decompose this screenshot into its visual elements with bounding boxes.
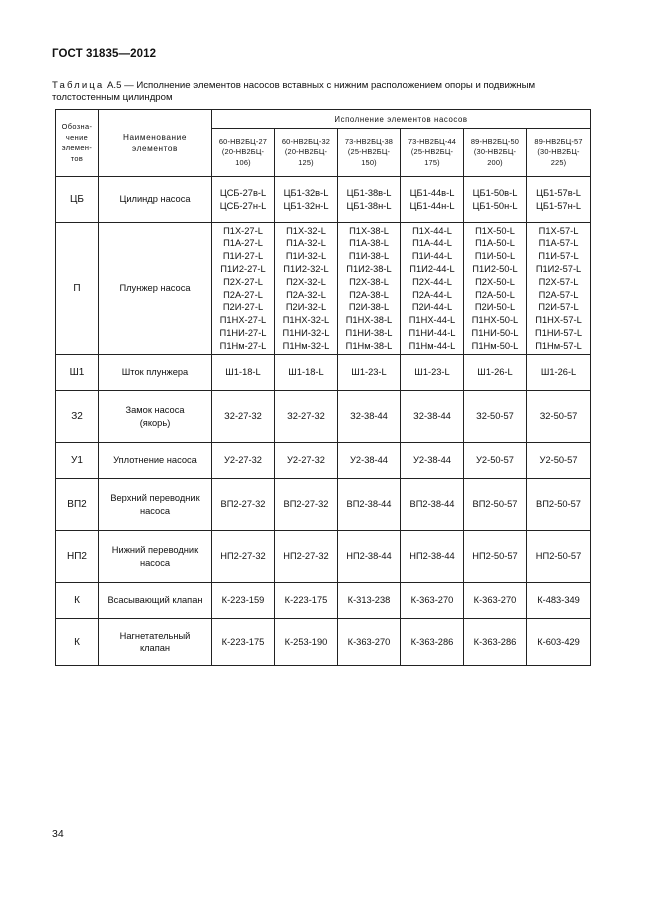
table-head-row [56, 110, 591, 129]
header-variant-text: 60-НВ2БЦ-32 (20-НВ2БЦ- 125) [281, 136, 331, 167]
row-value-2 [275, 479, 338, 531]
table-row [56, 479, 591, 531]
row-value-5 [464, 619, 527, 666]
table-body [56, 177, 591, 666]
row-value-3 [338, 223, 401, 355]
row-value-1 [212, 443, 275, 479]
row-value-3 [338, 583, 401, 619]
row-value-3 [338, 355, 401, 391]
row-value-2 [275, 223, 338, 355]
page-number: 34 [52, 828, 64, 840]
header-variant-5 [464, 129, 527, 177]
row-value-text: К-313-238 [347, 595, 391, 606]
row-value-6 [527, 355, 591, 391]
row-value-text: З2-38-44 [350, 411, 388, 422]
row-code: У1 [56, 443, 99, 479]
row-name [99, 223, 212, 355]
header-variant-text: 73-НВ2БЦ-38 (25-НВ2БЦ- 150) [344, 136, 394, 167]
row-value-text: П1Х-44-L П1А-44-L П1И-44-L П1И2-44-L П2Х-44-L П2А-44-L П2И-44-L П1НХ-44-L П1НИ-44-L П1Нм-44-L [408, 225, 456, 351]
row-code: З2 [56, 391, 99, 443]
row-value-3 [338, 443, 401, 479]
row-value-6 [527, 223, 591, 355]
table-row [56, 355, 591, 391]
row-value-4 [401, 223, 464, 355]
header-variant-text: 73-НВ2БЦ-44 (25-НВ2БЦ- 175) [407, 136, 457, 167]
row-value-6 [527, 619, 591, 666]
table-row [56, 223, 591, 355]
row-value-text: У2-50-57 [476, 455, 514, 466]
row-value-text: У2-38-44 [350, 455, 388, 466]
row-value-text: НП2-27-32 [220, 551, 266, 562]
row-value-text: ЦБ1-44в-L ЦБ1-44н-L [409, 187, 455, 211]
row-value-2 [275, 583, 338, 619]
row-name-text: Цилиндр насоса [119, 194, 191, 205]
row-value-3 [338, 391, 401, 443]
row-value-1 [212, 479, 275, 531]
header-code-text: Обозна- чение элемен- тов [61, 122, 93, 163]
row-value-2 [275, 177, 338, 223]
row-value-text: ЦБ1-32в-L ЦБ1-32н-L [283, 187, 329, 211]
header-variant-4 [401, 129, 464, 177]
header-variant-2 [275, 129, 338, 177]
table-row [56, 583, 591, 619]
row-value-text: НП2-38-44 [409, 551, 455, 562]
document-header: ГОСТ 31835—2012 [52, 48, 157, 60]
row-value-text: К-253-190 [284, 636, 328, 647]
row-name [99, 531, 212, 583]
table-head [56, 110, 591, 177]
row-value-text: НП2-50-57 [535, 551, 582, 562]
row-value-1 [212, 177, 275, 223]
row-value-4 [401, 479, 464, 531]
row-value-5 [464, 223, 527, 355]
row-value-3 [338, 177, 401, 223]
row-name-text: Шток плунжера [121, 367, 189, 378]
row-value-4 [401, 177, 464, 223]
pump-elements-table [55, 109, 591, 666]
row-value-text: ВП2-38-44 [409, 499, 455, 510]
row-value-3 [338, 479, 401, 531]
row-value-text: Ш1-23-L [414, 367, 450, 378]
row-value-text: К-363-270 [473, 595, 517, 606]
row-value-2 [275, 355, 338, 391]
row-value-text: Ш1-26-L [540, 367, 577, 378]
row-value-text: Ш1-18-L [225, 367, 261, 378]
row-value-text: К-363-270 [347, 636, 391, 647]
row-value-3 [338, 619, 401, 666]
row-value-5 [464, 479, 527, 531]
header-variant-text: 89-НВ2БЦ-57 (30-НВ2БЦ- 225) [534, 136, 583, 167]
row-value-1 [212, 531, 275, 583]
row-value-6 [527, 391, 591, 443]
row-value-5 [464, 177, 527, 223]
table-caption-label: Таблица [52, 80, 105, 91]
row-value-text: К-223-159 [221, 595, 265, 606]
table-caption-number: А.5 [107, 80, 122, 91]
header-variant-1 [212, 129, 275, 177]
table-row [56, 177, 591, 223]
row-value-5 [464, 443, 527, 479]
row-value-text: НП2-50-57 [472, 551, 518, 562]
header-variant-6 [527, 129, 591, 177]
row-value-text: ЦБ1-57в-L ЦБ1-57н-L [536, 187, 582, 211]
table-row [56, 619, 591, 666]
row-name-text: Уплотнение насоса [113, 455, 197, 466]
row-value-text: У2-38-44 [413, 455, 451, 466]
row-value-text: У2-50-57 [539, 455, 578, 466]
row-value-5 [464, 531, 527, 583]
row-code: НП2 [56, 531, 99, 583]
header-variant-text: 60-НВ2БЦ-27 (20-НВ2БЦ- 106) [218, 136, 268, 167]
row-value-text: К-223-175 [284, 595, 328, 606]
row-value-text: ВП2-50-57 [536, 499, 581, 510]
row-value-text: З2-27-32 [287, 411, 325, 422]
row-value-text: К-363-286 [473, 636, 517, 647]
row-value-text: З2-50-57 [539, 411, 578, 422]
row-value-4 [401, 531, 464, 583]
row-name-text: Нагнетательный клапан [119, 630, 191, 653]
row-value-text: НП2-38-44 [346, 551, 392, 562]
header-name-text: Наименование элементов [123, 133, 187, 153]
row-value-text: У2-27-32 [224, 455, 262, 466]
table-row [56, 443, 591, 479]
row-value-text: П1Х-57-L П1А-57-L П1И-57-L П1И2-57-L П2Х-57-L П2А-57-L П2И-57-L П1НХ-57-L П1НИ-57-L П1Нм-57-L [535, 225, 582, 351]
row-name [99, 479, 212, 531]
row-value-text: П1Х-32-L П1А-32-L П1И-32-L П1И2-32-L П2Х-32-L П2А-32-L П2И-32-L П1НХ-32-L П1НИ-32-L П1Нм-32-L [282, 225, 330, 351]
row-value-1 [212, 619, 275, 666]
row-name [99, 583, 212, 619]
row-value-text: Ш1-18-L [288, 367, 324, 378]
row-name-text: Верхний переводник насоса [110, 493, 200, 516]
table-row [56, 391, 591, 443]
row-code: К [56, 583, 99, 619]
row-value-5 [464, 583, 527, 619]
row-value-text: З2-27-32 [224, 411, 262, 422]
row-code: ЦБ [56, 177, 99, 223]
header-variant-3 [338, 129, 401, 177]
row-value-text: К-603-429 [537, 636, 580, 647]
row-value-text: ЦСБ-27в-L ЦСБ-27н-L [219, 187, 267, 211]
row-value-text: ВП2-27-32 [283, 499, 329, 510]
row-value-text: Ш1-26-L [477, 367, 513, 378]
row-name [99, 355, 212, 391]
row-value-4 [401, 391, 464, 443]
row-value-2 [275, 443, 338, 479]
row-value-text: К-223-175 [221, 636, 265, 647]
row-value-text: З2-50-57 [476, 411, 514, 422]
row-value-text: П1Х-27-L П1А-27-L П1И-27-L П1И2-27-L П2Х-27-L П2А-27-L П2И-27-L П1НХ-27-L П1НИ-27-L П1Нм-27-L [219, 225, 267, 351]
header-group: Исполнение элементов насосов [212, 110, 591, 129]
row-value-4 [401, 583, 464, 619]
row-value-4 [401, 443, 464, 479]
row-name-text: Нижний переводник насоса [111, 545, 199, 568]
row-value-text: К-363-286 [410, 636, 454, 647]
row-name-text: Замок насоса (якорь) [125, 405, 185, 428]
row-name-text: Всасывающий клапан [107, 595, 203, 606]
header-code [56, 110, 99, 177]
row-value-text: ЦБ1-50в-L ЦБ1-50н-L [472, 187, 518, 211]
row-value-3 [338, 531, 401, 583]
row-value-text: НП2-27-32 [283, 551, 329, 562]
row-value-text: К-483-349 [537, 595, 580, 606]
table-caption: Таблица А.5 — Исполнение элементов насосов вставных с нижним расположением опоры и подвижным толстостенным цилиндром [52, 80, 536, 103]
row-value-text: ВП2-50-57 [472, 499, 518, 510]
row-value-6 [527, 479, 591, 531]
header-name [99, 110, 212, 177]
row-code: К [56, 619, 99, 666]
row-value-6 [527, 531, 591, 583]
row-value-6 [527, 177, 591, 223]
row-value-1 [212, 223, 275, 355]
row-value-2 [275, 619, 338, 666]
row-name-text: Плунжер насоса [119, 283, 191, 294]
row-value-2 [275, 531, 338, 583]
row-value-6 [527, 583, 591, 619]
row-value-text: З2-38-44 [413, 411, 451, 422]
row-value-6 [527, 443, 591, 479]
row-value-4 [401, 355, 464, 391]
row-value-5 [464, 355, 527, 391]
row-name [99, 443, 212, 479]
row-value-1 [212, 391, 275, 443]
row-code: Ш1 [56, 355, 99, 391]
row-value-text: П1Х-38-L П1А-38-L П1И-38-L П1И2-38-L П2Х-38-L П2А-38-L П2И-38-L П1НХ-38-L П1НИ-38-L П1Нм-38-L [345, 225, 393, 351]
row-value-text: ВП2-27-32 [220, 499, 266, 510]
row-name [99, 619, 212, 666]
row-value-4 [401, 619, 464, 666]
table-caption-text: Исполнение элементов насосов вставных с нижним расположением опоры и подвижным толстостенным цилиндром [52, 80, 536, 103]
row-value-text: Ш1-23-L [351, 367, 387, 378]
row-value-text: У2-27-32 [287, 455, 325, 466]
row-code: ВП2 [56, 479, 99, 531]
row-value-text: ВП2-38-44 [346, 499, 392, 510]
row-code: П [56, 223, 99, 355]
row-value-text: К-363-270 [410, 595, 454, 606]
row-value-5 [464, 391, 527, 443]
row-value-1 [212, 583, 275, 619]
row-name [99, 177, 212, 223]
row-value-text: П1Х-50-L П1А-50-L П1И-50-L П1И2-50-L П2Х-50-L П2А-50-L П2И-50-L П1НХ-50-L П1НИ-50-L П1Нм-50-L [471, 225, 519, 351]
table-row [56, 531, 591, 583]
row-value-1 [212, 355, 275, 391]
row-value-text: ЦБ1-38в-L ЦБ1-38н-L [346, 187, 392, 211]
row-value-2 [275, 391, 338, 443]
row-name [99, 391, 212, 443]
header-variant-text: 89-НВ2БЦ-50 (30-НВ2БЦ- 200) [470, 136, 520, 167]
